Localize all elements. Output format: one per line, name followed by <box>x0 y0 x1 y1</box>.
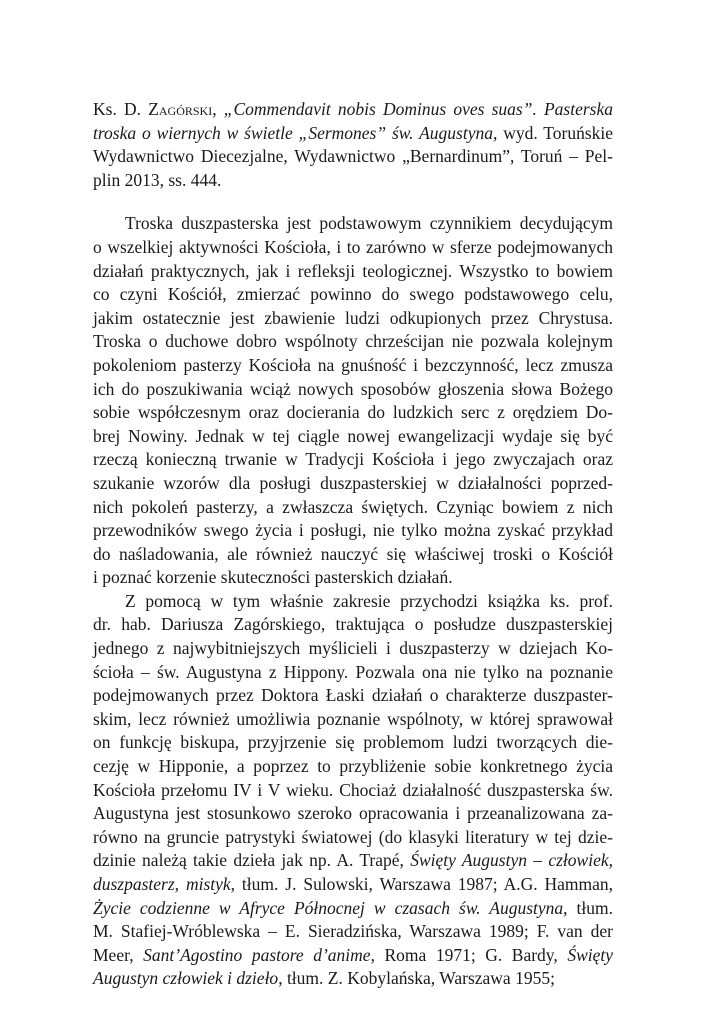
text-run: pokoleniom pasterzy Kościoła na gnuśność i bezczynność, lecz zmusza <box>93 354 613 375</box>
text-line <box>93 448 613 472</box>
text-run: jakim ostatecznie jest zbawienie ludzi odkupionych przez Chrystusa. <box>93 307 613 328</box>
text-line <box>93 755 613 779</box>
text-line <box>93 873 613 897</box>
text-run: dr. hab. Dariusza Zagórskiego, traktująca o posłudze duszpasterskiej <box>93 614 613 635</box>
text-line <box>93 566 613 590</box>
italic-title: Święty <box>567 944 613 965</box>
text-line <box>93 236 613 260</box>
text-run: szukanie wzorów dla posługi duszpasterskiej w działalności poprzed- <box>93 472 613 493</box>
text-run: Wydawnictwo Diecezjalne, Wydawnictwo „Bernardinum”, Toruń – Pel- <box>93 146 613 167</box>
text-line <box>93 613 613 637</box>
text-run: i poznać korzenie skuteczności pasterskich działań. <box>93 567 453 588</box>
text-run: sobie współczesnym oraz docierania do ludzkich serc z orędziem Do- <box>93 402 613 423</box>
italic-title: Sant’Agostino pastore d’anime <box>143 944 371 965</box>
text-line <box>93 378 613 402</box>
text-run: co czyni Kościół, zmierzać powinno do swego podstawowego celu, <box>93 284 613 305</box>
text-run: nich pokoleń pasterzy, a zwłaszcza świętych. Czyniąc bowiem z nich <box>93 496 613 517</box>
italic-title: Święty Augustyn – człowiek, <box>410 850 613 871</box>
text-line <box>93 519 613 543</box>
text-line <box>93 169 613 193</box>
text-line <box>93 260 613 284</box>
text-run: , wyd. Toruńskie <box>492 122 614 143</box>
text-line <box>93 731 613 755</box>
text-run: jednego z najwybitniejszych myślicieli i duszpasterzy w dziejach Ko- <box>93 638 613 659</box>
text-run: działań praktycznych, jak i refleksji teologicznej. Wszystko to bowiem <box>93 260 613 281</box>
text-line <box>93 212 613 236</box>
bibliographic-citation <box>93 98 613 192</box>
review-text <box>93 98 613 991</box>
text-line <box>93 330 613 354</box>
text-run: ich do poszukiwania wciąż nowych sposobów głoszenia słowa Bożego <box>93 378 613 399</box>
text-line <box>93 849 613 873</box>
paragraph-1 <box>93 212 613 590</box>
text-run: Ks. D. <box>93 99 149 119</box>
text-run: dzinie należą takie dzieła jak np. A. Trapé, <box>93 850 411 871</box>
text-line <box>93 283 613 307</box>
italic-title: „Commendavit nobis Dominus oves suas”. Pasterska <box>223 99 614 119</box>
text-line <box>93 967 613 991</box>
text-line <box>93 779 613 803</box>
italic-title: troska o wiernych w świetle „Sermones” św. Augustyna <box>93 122 493 143</box>
text-run: do naśladowania, ale również nauczyć się właściwej troski o Kościół <box>93 543 613 564</box>
text-run: podejmowanych przez Doktora Łaski działań o charakterze duszpaster- <box>93 685 613 706</box>
text-run: Augustyna jest stosunkowo szeroko opracowania i przeanalizowana za- <box>93 803 613 824</box>
text-line <box>93 401 613 425</box>
text-run: Kościoła przełomu IV i V wieku. Chociaż działalność duszpasterska św. <box>93 779 613 800</box>
text-run: przewodników swego życia i posługi, nie tylko można zyskać przykład <box>93 520 613 541</box>
text-run: brej Nowiny. Jednak w tej ciągle nowej ewangelizacji wydaje się być <box>93 425 613 446</box>
italic-title: Augustyn człowiek i dzieło <box>93 968 279 989</box>
text-run: , Roma 1971; G. Bardy, <box>370 944 568 965</box>
text-line <box>93 661 613 685</box>
text-run: on funkcję biskupa, przyjrzenie się problemom ludzi tworzących die- <box>93 732 613 753</box>
text-line <box>93 122 613 146</box>
text-line <box>93 802 613 826</box>
author-name: Zagórski <box>148 99 213 119</box>
text-run: , <box>212 99 224 119</box>
text-line <box>93 354 613 378</box>
text-line <box>93 425 613 449</box>
text-run: plin 2013, ss. 444. <box>93 169 222 190</box>
text-run: rzeczą konieczną trwanie w Tradycji Kościoła i jego zwyczajach oraz <box>93 449 613 470</box>
text-line <box>93 98 613 122</box>
text-run: cezję w Hipponie, a poprzez to przybliżenie sobie konkretnego życia <box>93 756 613 777</box>
text-run: , tłum. Z. Kobylańska, Warszawa 1955; <box>278 968 555 989</box>
text-line <box>93 543 613 567</box>
paragraph-2 <box>93 590 613 991</box>
text-line <box>93 637 613 661</box>
text-run: ścioła – św. Augustyna z Hippony. Pozwala ona nie tylko na poznanie <box>93 661 613 682</box>
text-run: Meer, <box>93 944 144 965</box>
text-line <box>93 826 613 850</box>
text-run: M. Stafiej-Wróblewska – E. Sieradzińska, Warszawa 1989; F. van der <box>93 921 613 942</box>
italic-title: Życie codzienne w Afryce Północnej w czasach św. Augustyna <box>93 897 564 918</box>
text-line <box>93 472 613 496</box>
text-run: Troska duszpasterska jest podstawowym czynnikiem decydującym <box>125 213 613 234</box>
text-line <box>93 496 613 520</box>
paragraph-gap <box>93 192 613 212</box>
text-run: Troska o duchowe dobro wspólnoty chrześcijan nie pozwala kolejnym <box>93 331 613 352</box>
text-run: , tłum. <box>563 897 613 918</box>
text-run: o wszelkiej aktywności Kościoła, i to zarówno w sferze podejmowanych <box>93 236 613 257</box>
text-line <box>93 590 613 614</box>
text-run: , tłum. J. Sulowski, Warszawa 1987; A.G. Hamman, <box>230 874 614 894</box>
text-line <box>93 684 613 708</box>
text-run: skim, lecz również umożliwia poznanie wspólnoty, w której sprawował <box>93 708 613 729</box>
text-line <box>93 944 613 968</box>
text-run: równo na gruncie patrystyki światowej (do klasyki literatury w tej dzie- <box>93 826 613 847</box>
text-line <box>93 708 613 732</box>
text-line <box>93 145 613 169</box>
text-run: Z pomocą w tym właśnie zakresie przychodzi książka ks. prof. <box>125 590 613 611</box>
text-line <box>93 920 613 944</box>
italic-title: duszpasterz, mistyk <box>93 874 231 894</box>
text-line <box>93 897 613 921</box>
text-line <box>93 307 613 331</box>
